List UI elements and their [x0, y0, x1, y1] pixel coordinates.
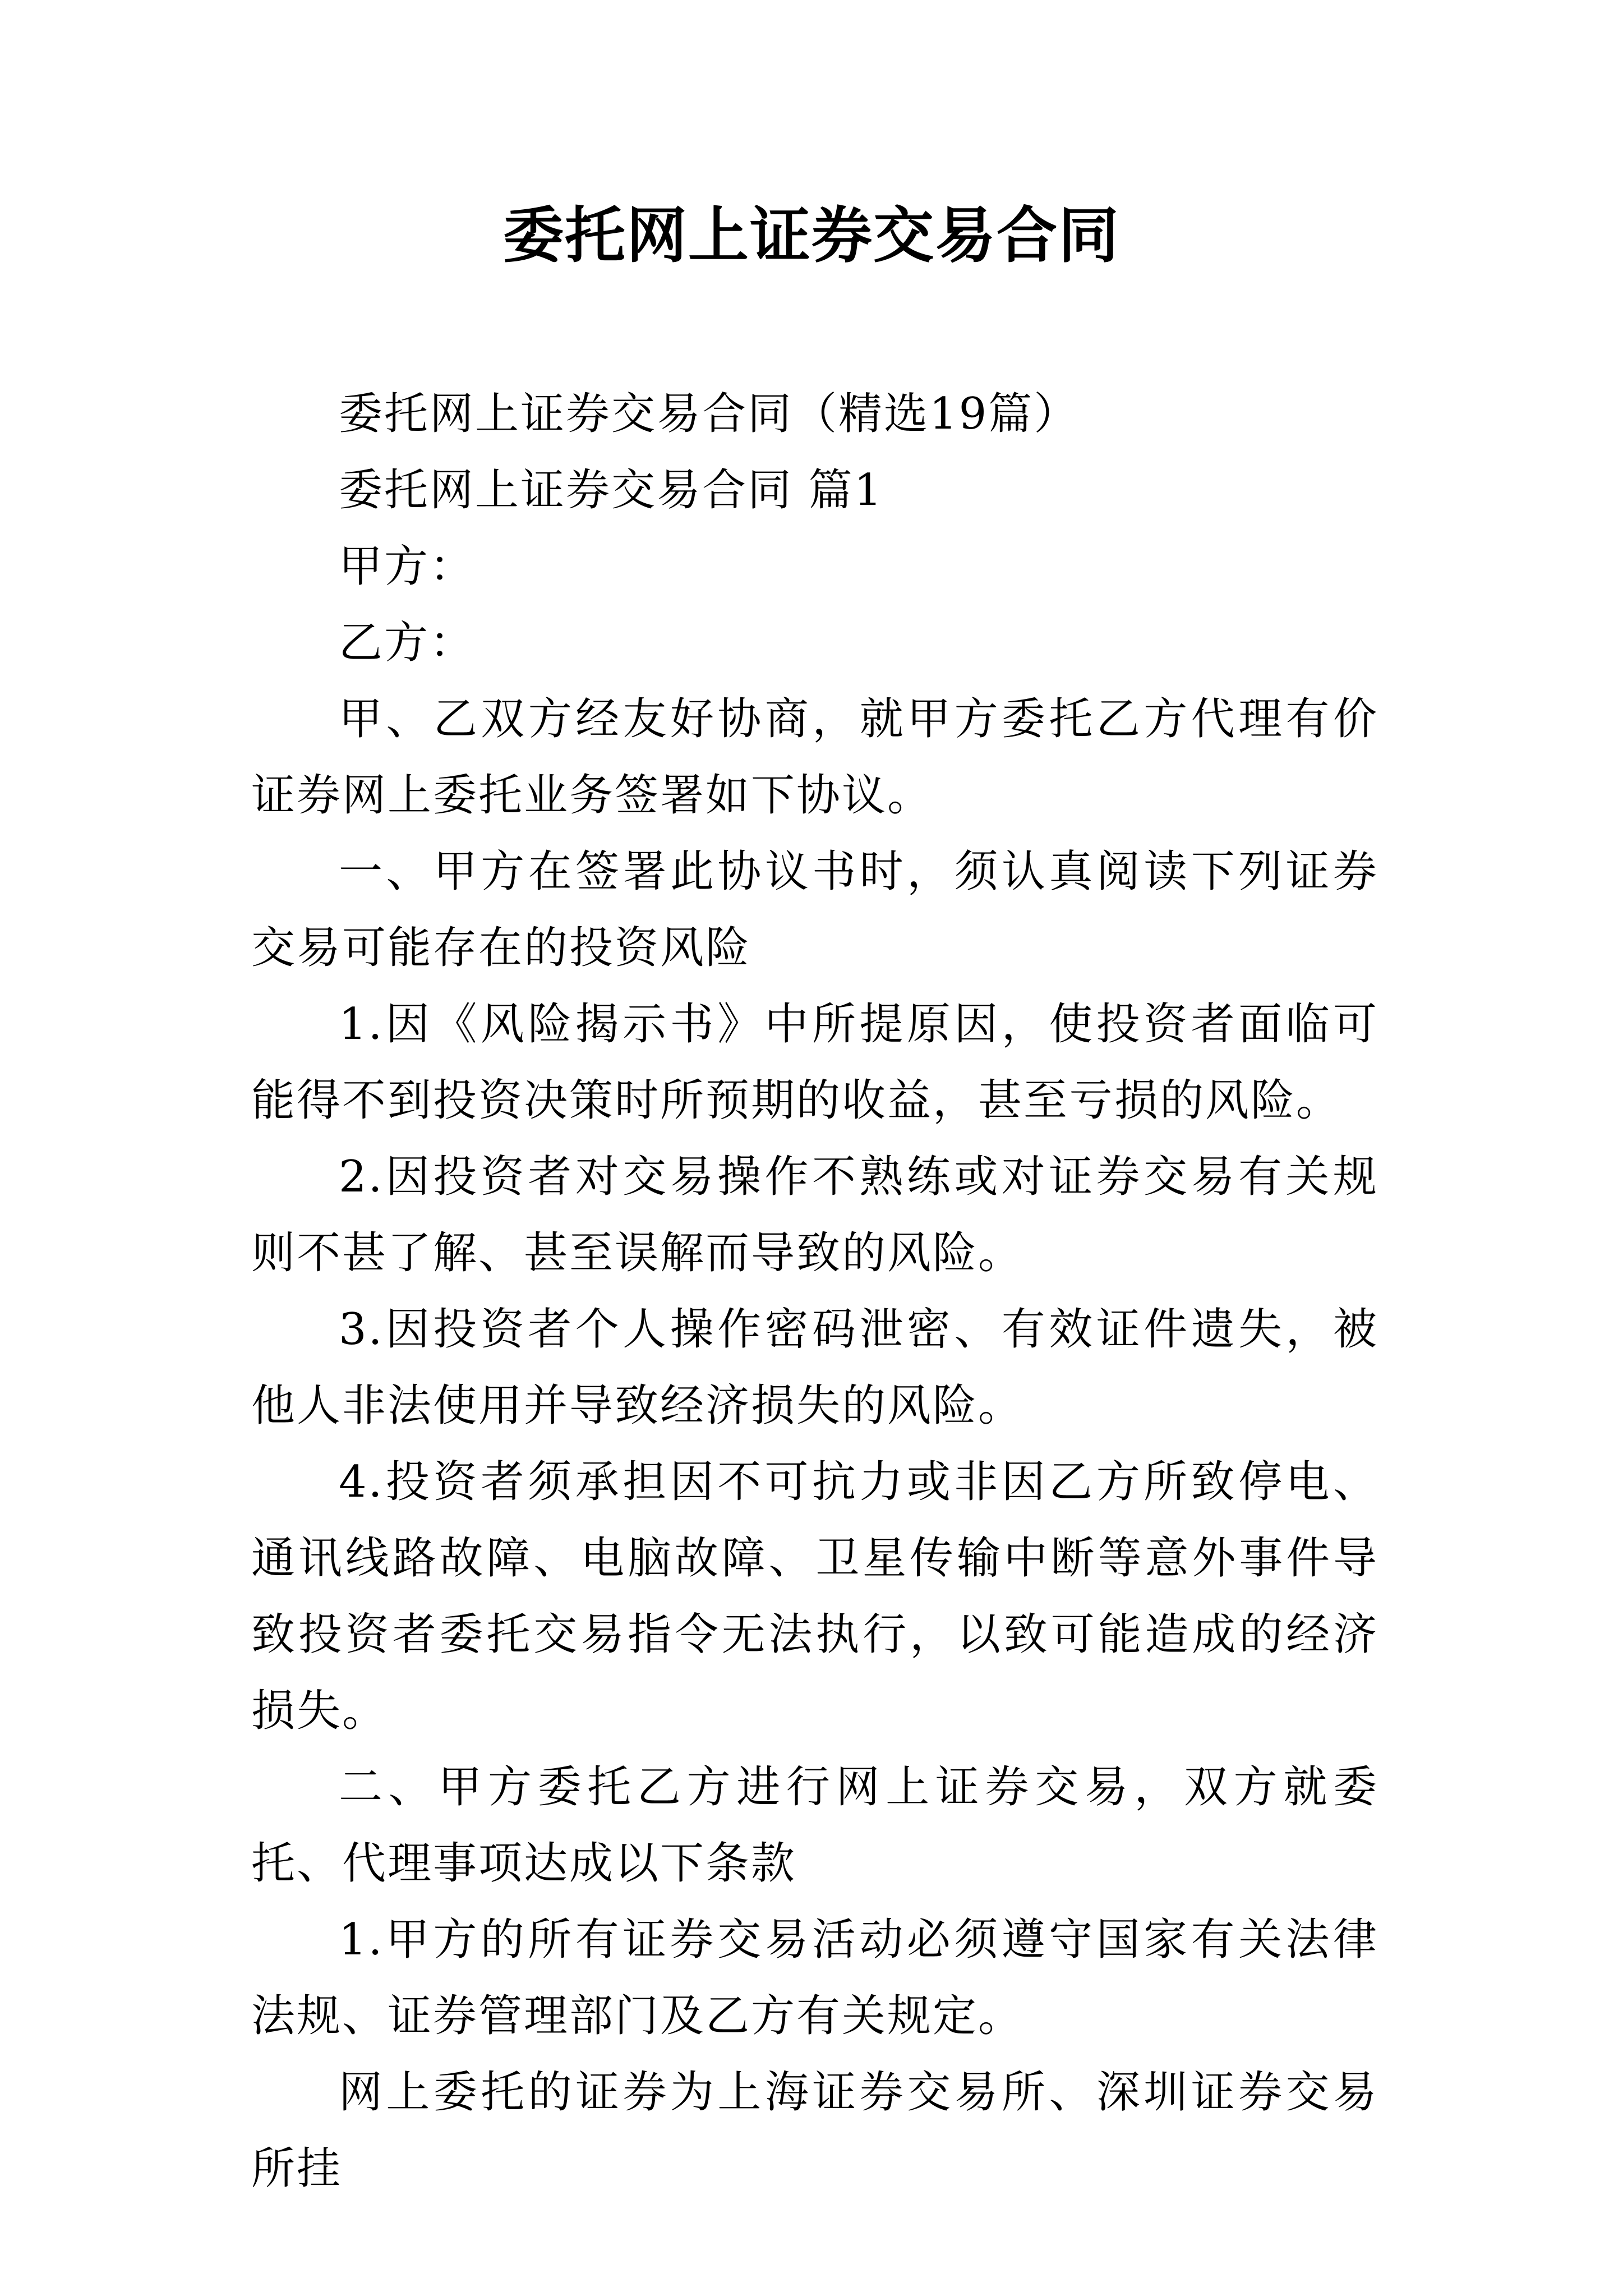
paragraph-party-b: 乙方： — [339, 618, 476, 668]
paragraph-subtitle: 委托网上证券交易合同（精选19篇） — [339, 389, 1080, 439]
paragraph-risk-1: 1.因《风险揭示书》中所提原因，使投资者面临可能得不到投资决策时所预期的收益，甚至亏损的风险。 — [251, 999, 1378, 1126]
paragraph-term-1: 1.甲方的所有证券交易活动必须遵守国家有关法律法规、证券管理部门及乙方有关规定。 — [251, 1915, 1378, 2041]
paragraph-online-securities: 网上委托的证券为上海证券交易所、深圳证券交易所挂 — [251, 2067, 1378, 2194]
paragraph-risk-2: 2.因投资者对交易操作不熟练或对证券交易有关规则不甚了解、甚至误解而导致的风险。 — [251, 1152, 1378, 1278]
paragraph-intro: 甲、乙双方经友好协商，就甲方委托乙方代理有价证券网上委托业务签署如下协议。 — [251, 694, 1378, 821]
paragraph-risk-4: 4.投资者须承担因不可抗力或非因乙方所致停电、通讯线路故障、电脑故障、卫星传输中断等意外事件导致投资者委托交易指令无法执行，以致可能造成的经济损失。 — [251, 1457, 1378, 1736]
paragraph-section-heading: 委托网上证券交易合同 篇1 — [339, 465, 884, 516]
paragraph-clause-2: 二、甲方委托乙方进行网上证券交易，双方就委托、代理事项达成以下条款 — [251, 1762, 1378, 1889]
paragraph-risk-3: 3.因投资者个人操作密码泄密、有效证件遗失，被他人非法使用并导致经济损失的风险。 — [251, 1304, 1378, 1431]
document-body — [251, 376, 1378, 2207]
paragraph-party-a: 甲方： — [339, 541, 476, 592]
document-title: 委托网上证券交易合同 — [502, 200, 1120, 271]
paragraph-clause-1: 一、甲方在签署此协议书时，须认真阅读下列证券交易可能存在的投资风险 — [251, 846, 1378, 973]
